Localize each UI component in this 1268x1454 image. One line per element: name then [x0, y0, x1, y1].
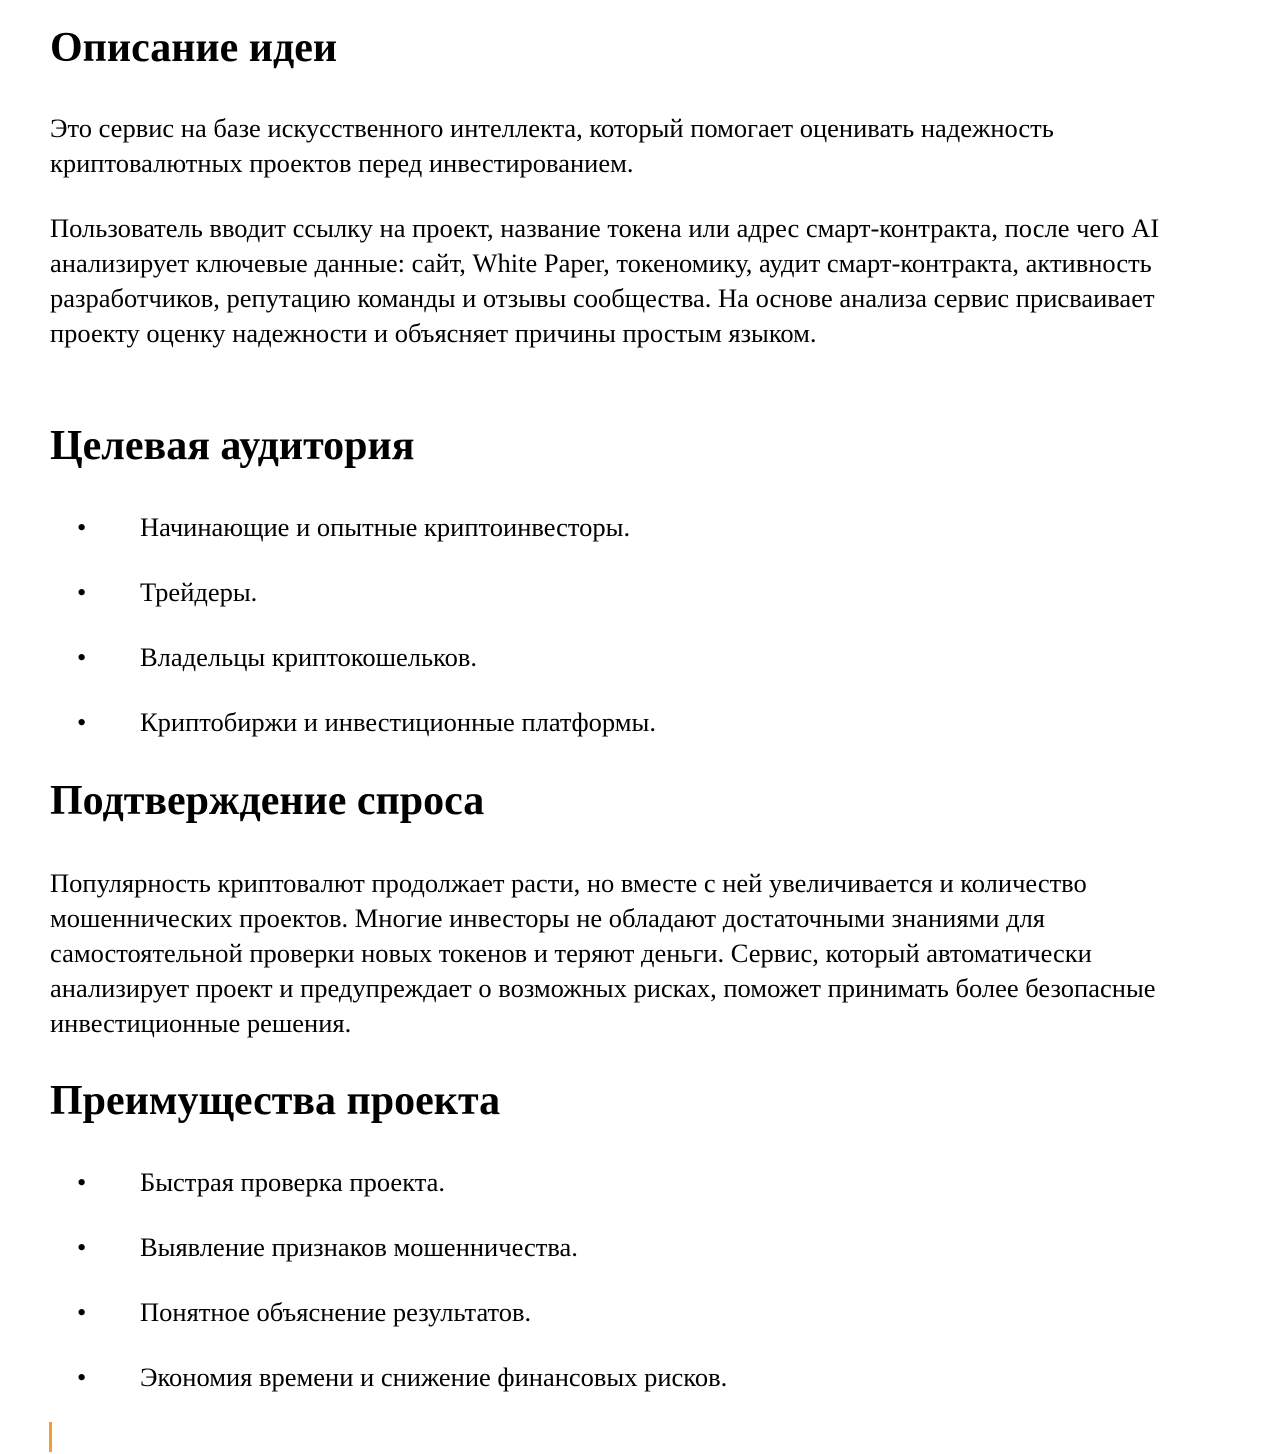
paragraph-demand: Популярность криптовалют продолжает расти, но вместе с ней увеличивается и количество мошеннических проектов. Многие инвесторы не обладают достаточными знаниями для самостоятельной проверки новых токенов и теряют деньги. Сервис, который автоматически анализирует проект и предупреждает о возможных рисках, поможет принимать более безопасные инвестиционные решения.	[50, 868, 1156, 1038]
bullet: •	[77, 642, 87, 672]
list-item-text: Быстрая проверка проекта.	[140, 1167, 446, 1197]
heading-target-audience: Целевая аудитория	[50, 423, 415, 469]
bullet: •	[77, 1167, 87, 1197]
bullet: •	[77, 577, 87, 607]
heading-project-advantages: Преимущества проекта	[50, 1078, 501, 1124]
list-item-text: Владельцы криптокошельков.	[140, 642, 477, 672]
bullet: •	[77, 512, 87, 542]
list-item-text: Начинающие и опытные криптоинвесторы.	[140, 512, 631, 542]
text-cursor[interactable]	[49, 1422, 52, 1452]
bullet: •	[77, 707, 87, 737]
list-item-text: Экономия времени и снижение финансовых рисков.	[140, 1362, 728, 1392]
list-item-text: Выявление признаков мошенничества.	[140, 1232, 578, 1262]
bullet: •	[77, 1297, 87, 1327]
list-item-text: Понятное объяснение результатов.	[140, 1297, 532, 1327]
heading-idea-description: Описание идеи	[50, 25, 338, 71]
paragraph-idea-intro: Это сервис на базе искусственного интеллекта, который помогает оценивать надежность криптовалютных проектов перед инвестированием.	[50, 113, 1054, 178]
paragraph-idea-details: Пользователь вводит ссылку на проект, название токена или адрес смарт-контракта, после чего AI анализирует ключевые данные: сайт, White Paper, токеномику, аудит смарт-контракта, активность разработчиков, репутацию команды и отзывы сообщества. На основе анализа сервис присваивает проекту оценку надежности и объясняет причины простым языком.	[50, 213, 1160, 348]
list-item-text: Трейдеры.	[140, 577, 258, 607]
list-item-text: Криптобиржи и инвестиционные платформы.	[140, 707, 656, 737]
bullet: •	[77, 1232, 87, 1262]
heading-demand-confirmation: Подтверждение спроса	[50, 778, 485, 824]
bullet: •	[77, 1362, 87, 1392]
